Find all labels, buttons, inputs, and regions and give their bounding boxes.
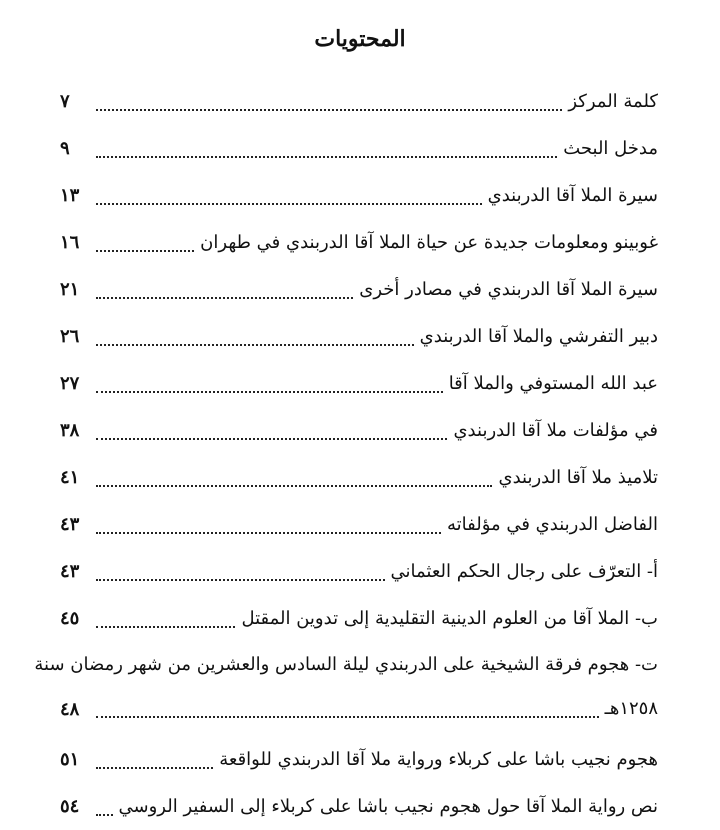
toc-entry-page: ١٣	[60, 185, 80, 206]
toc-entry-page: ٤٥	[60, 608, 80, 629]
toc-entry-label: غوبينو ومعلومات جديدة عن حياة الملا آقا الدربندي في طهران	[200, 231, 658, 253]
dot-leader	[96, 532, 441, 534]
toc-entry-label: سيرة الملا آقا الدربندي	[487, 184, 658, 206]
toc-entry	[60, 783, 658, 830]
toc-entry-page: ٢٧	[60, 373, 80, 394]
toc-entry	[60, 219, 658, 266]
toc-entry	[60, 595, 658, 642]
toc-entry-page: ٢٦	[60, 326, 80, 347]
dot-leader	[96, 438, 447, 440]
toc-entry	[34, 642, 658, 736]
toc-entry-label: تلاميذ ملا آقا الدربندي	[498, 466, 658, 488]
toc-entry	[60, 360, 658, 407]
toc-entry-label: دبير التفرشي والملا آقا الدربندي	[419, 325, 658, 347]
dot-leader	[96, 203, 482, 205]
toc-entry-page: ٤٣	[60, 514, 80, 535]
toc-entry-label-continued: ١٢٥٨هـ	[604, 698, 658, 719]
toc-entry-page: ٥٤	[60, 796, 80, 817]
toc-entry	[60, 501, 658, 548]
toc-entry-label: نص رواية الملا آقا حول هجوم نجيب باشا على كربلاء إلى السفير الروسي	[118, 795, 658, 817]
toc-entry-continuation	[60, 694, 658, 724]
toc-entry	[60, 125, 658, 172]
dot-leader	[96, 250, 194, 252]
toc-entry-label: هجوم نجيب باشا على كربلاء ورواية ملا آقا الدربندي للواقعة	[219, 748, 658, 770]
dot-leader	[96, 391, 443, 393]
dot-leader	[96, 626, 235, 628]
dot-leader	[96, 156, 557, 158]
dot-leader	[96, 297, 353, 299]
toc-entry-label: مدخل البحث	[563, 137, 658, 159]
dot-leader	[96, 767, 213, 769]
toc-entry	[60, 548, 658, 595]
toc-entry-label: سيرة الملا آقا الدربندي في مصادر أخرى	[359, 278, 658, 300]
dot-leader	[96, 344, 414, 346]
toc-entry	[60, 78, 658, 125]
toc-entry-page: ٩	[60, 138, 70, 159]
dot-leader	[96, 579, 385, 581]
toc-entry	[60, 172, 658, 219]
dot-leader	[96, 814, 113, 816]
toc-entry	[60, 407, 658, 454]
toc-entry-page: ٣٨	[60, 420, 80, 441]
toc-entry-label: أ- التعرّف على رجال الحكم العثماني	[390, 560, 658, 582]
toc-entry-page: ٤٨	[60, 698, 80, 720]
toc-entry-label: عبد الله المستوفي والملا آقا	[448, 372, 658, 394]
toc-entry-label: الفاضل الدربندي في مؤلفاته	[446, 513, 658, 535]
toc-entry-page: ٧	[60, 91, 70, 112]
dot-leader	[96, 485, 492, 487]
dot-leader	[96, 716, 599, 718]
toc-entry-page: ٤١	[60, 467, 80, 488]
page-title: المحتويات	[314, 26, 406, 52]
toc-entry-label: كلمة المركز	[568, 90, 658, 112]
toc-entry-page: ٥١	[60, 749, 80, 770]
toc-entry	[60, 266, 658, 313]
toc-entry-label: ت- هجوم فرقة الشيخية على الدربندي ليلة السادس والعشرين من شهر رمضان سنة	[34, 654, 658, 675]
toc-entry-page: ٤٣	[60, 561, 80, 582]
dot-leader	[96, 109, 562, 111]
toc-entry	[60, 313, 658, 360]
toc-entry-page: ١٦	[60, 232, 80, 253]
toc-entry	[60, 736, 658, 783]
toc-entry-label: ب- الملا آقا من العلوم الدينية التقليدية إلى تدوين المقتل	[241, 607, 658, 629]
table-of-contents	[34, 78, 658, 830]
toc-entry-page: ٢١	[60, 279, 80, 300]
toc-entry	[60, 454, 658, 501]
toc-entry-label: في مؤلفات ملا آقا الدربندي	[453, 419, 658, 441]
